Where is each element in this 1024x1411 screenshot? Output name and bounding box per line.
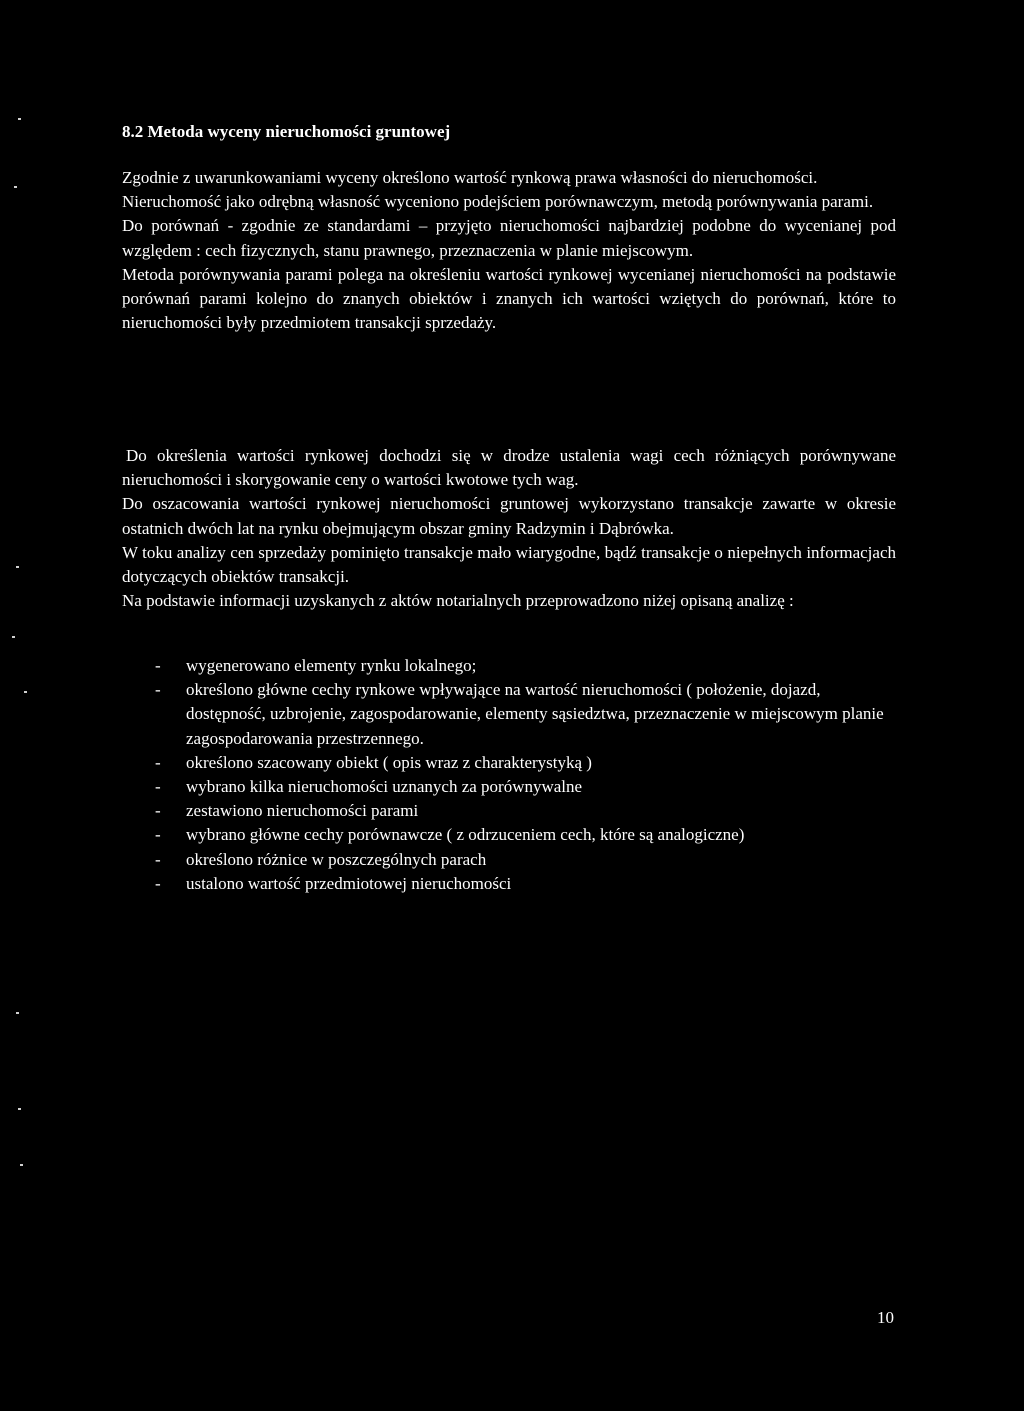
list-dash: - — [155, 873, 161, 893]
paragraph: Do oszacowania wartości rynkowej nieruchomości gruntowej wykorzystano transakcje zawarte w okresie ostatnich dwóch lat na rynku obejmującym obszar gminy Radzymin i Dąbrówka. — [122, 494, 896, 538]
scan-speck — [24, 691, 27, 693]
paragraph: Na podstawie informacji uzyskanych z aktów notarialnych przeprowadzono niżej opisaną analizę : — [122, 591, 794, 611]
paragraph: Do określenia wartości rynkowej dochodzi się w drodze ustalenia wagi cech różniących porównywane nieruchomości i skorygowanie ceny o wartości kwotowe tych wag. — [122, 446, 896, 490]
scan-speck — [12, 636, 15, 638]
list-item — [122, 848, 896, 872]
list-item-text: wygenerowano elementy rynku lokalnego; — [186, 656, 477, 675]
intro-text-block — [122, 166, 896, 335]
list-item-text: określono główne cechy rynkowe wpływające na wartość nieruchomości ( położenie, dojazd, dostępność, uzbrojenie, zagospodarowanie, elementy sąsiedztwa, przeznaczenie w miejscowym planie zagospodarowania przestrzennego. — [186, 680, 884, 748]
list-item-text: zestawiono nieruchomości parami — [186, 801, 419, 821]
list-item-text: wybrano kilka nieruchomości uznanych za porównywalne — [186, 777, 583, 797]
list-item — [122, 751, 896, 775]
list-item — [122, 678, 896, 751]
list-item — [122, 872, 896, 896]
paragraph: Metoda porównywania parami polega na określeniu wartości rynkowej wycenianej nieruchomości na podstawie porównań parami kolejno do znanych obiektów i znanych ich wartości wziętych do porównań, które to nieruchomości były przedmiotem transakcji sprzedaży. — [122, 264, 896, 333]
paragraph: Nieruchomość jako odrębną własność wyceniono podejściem porównawczym, metodą porównywania parami. — [122, 192, 874, 212]
list-dash: - — [155, 777, 161, 797]
list-item-text: określono szacowany obiekt ( opis wraz z charakterystyką ) — [186, 752, 592, 772]
page-number: 10 — [877, 1308, 894, 1327]
list-dash: - — [155, 825, 161, 845]
scan-speck — [14, 186, 17, 188]
method-text-block — [122, 444, 896, 613]
paragraph: Zgodnie z uwarunkowaniami wyceny określono wartość rynkową prawa własności do nieruchomości. — [122, 168, 818, 187]
list-dash: - — [155, 849, 161, 869]
list-dash: - — [155, 801, 161, 821]
list-dash: - — [155, 680, 161, 700]
list-item — [122, 654, 896, 678]
list-dash: - — [155, 752, 161, 772]
analysis-steps-list — [122, 654, 896, 896]
paragraph: W toku analizy cen sprzedaży pominięto transakcje mało wiarygodne, bądź transakcje o niepełnych informacjach dotyczących obiektów transakcji. — [122, 542, 896, 587]
scan-speck — [16, 1012, 19, 1014]
scan-speck — [20, 1164, 23, 1166]
list-item — [122, 775, 896, 799]
list-item — [122, 799, 896, 823]
list-item-text: wybrano główne cechy porównawcze ( z odrzuceniem cech, które są analogiczne) — [186, 825, 745, 845]
section-heading: 8.2 Metoda wyceny nieruchomości gruntowej — [122, 122, 451, 141]
paragraph: Do porównań - zgodnie ze standardami – przyjęto nieruchomości najbardziej podobne do wycenianej pod względem : cech fizycznych, stanu prawnego, przeznaczenia w planie miejscowym. — [122, 216, 896, 260]
scan-speck — [18, 118, 21, 120]
scan-speck — [16, 566, 19, 568]
scan-speck — [18, 1108, 21, 1110]
list-item — [122, 823, 896, 847]
list-item-text: ustalono wartość przedmiotowej nieruchomości — [186, 873, 512, 893]
list-dash: - — [155, 656, 161, 675]
list-item-text: określono różnice w poszczególnych parach — [186, 849, 487, 869]
